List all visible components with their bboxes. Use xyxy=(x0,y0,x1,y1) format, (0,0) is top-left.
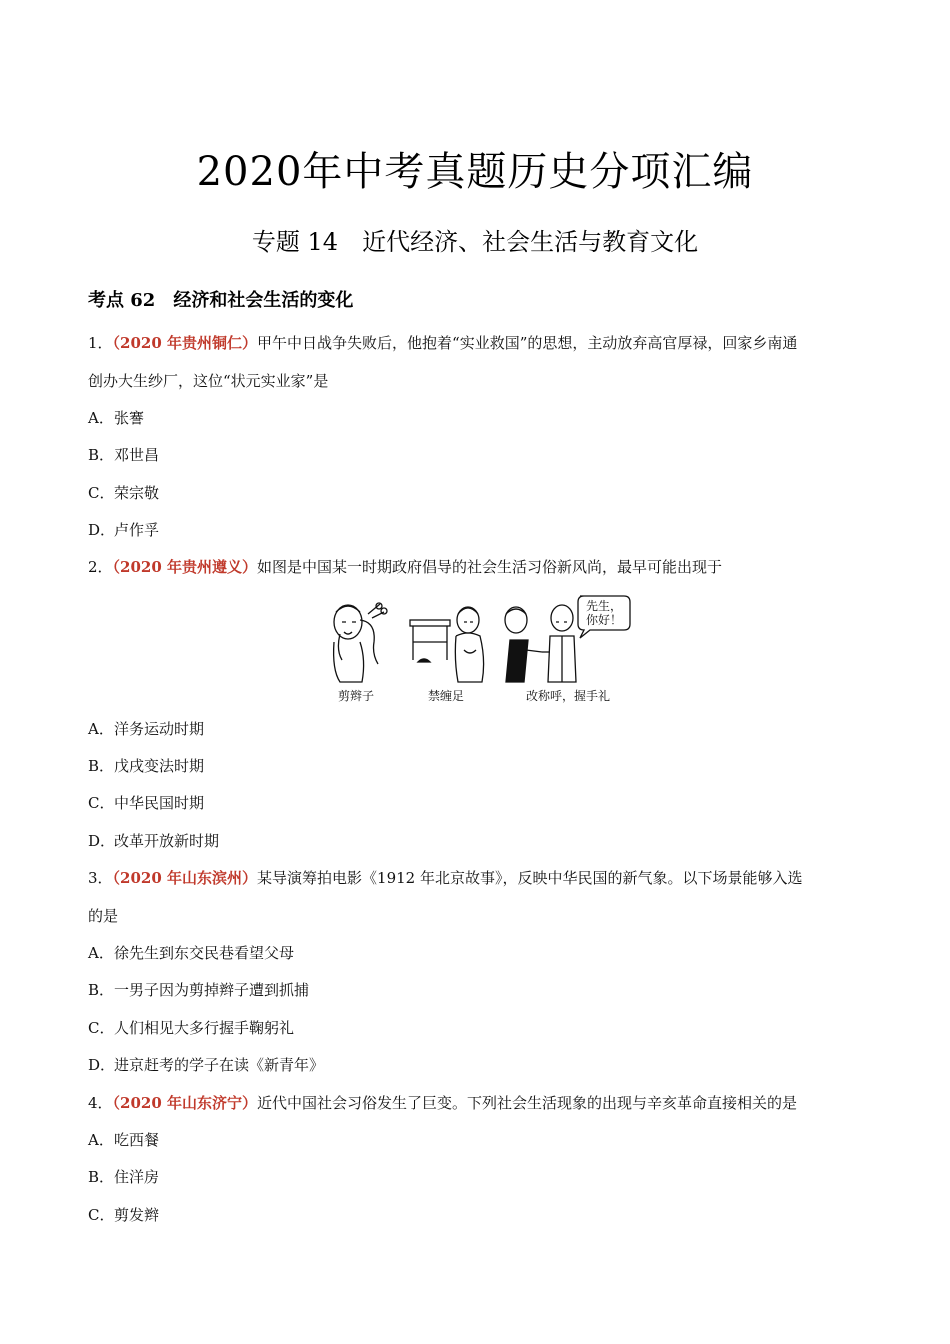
option-text: 邓世昌 xyxy=(114,446,160,464)
question-2-option-a xyxy=(88,718,204,740)
option-text: 戊戌变法时期 xyxy=(114,757,205,775)
question-2-stem-line-1 xyxy=(88,556,722,578)
option-letter: B． xyxy=(88,1168,115,1186)
question-4-option-a xyxy=(88,1129,159,1151)
question-3-option-c xyxy=(88,1017,294,1039)
question-1-stem-line-1 xyxy=(88,332,797,354)
social-customs-illustration xyxy=(318,590,638,708)
option-text: 中华民国时期 xyxy=(114,794,205,812)
question-3-option-a xyxy=(88,942,294,964)
question-1-stem-line-2: 创办大生纱厂，这位“状元实业家”是 xyxy=(88,372,329,390)
caption-ban-foot-binding: 禁缠足 xyxy=(427,689,465,703)
question-2-option-c xyxy=(88,792,204,814)
queue-cutting-figure xyxy=(334,603,387,682)
option-letter: B． xyxy=(88,446,115,464)
option-text: 荣宗敬 xyxy=(114,484,160,502)
option-letter: D． xyxy=(88,832,116,850)
question-4-option-b xyxy=(88,1166,159,1188)
question-1-option-c xyxy=(88,482,159,504)
foot-binding-ban-figure xyxy=(410,607,484,682)
question-source: （2020 年贵州遵义） xyxy=(112,558,258,576)
option-text: 人们相见大多行握手鞠躬礼 xyxy=(114,1019,295,1037)
question-text: 近代中国社会习俗发生了巨变。下列社会生活现象的出现与辛亥革命直接相关的是 xyxy=(257,1094,798,1112)
option-letter: C． xyxy=(88,484,115,502)
section-heading xyxy=(88,286,353,312)
question-2-option-d xyxy=(88,830,219,852)
question-3-stem-line-1 xyxy=(88,867,802,889)
question-4-stem-line-1 xyxy=(88,1092,797,1114)
option-letter: A． xyxy=(88,409,114,427)
question-text: 甲午中日战争失败后，他抱着“实业救国”的思想，主动放弃高官厚禄，回家乡南通 xyxy=(257,334,798,352)
option-letter: B． xyxy=(88,757,115,775)
option-text: 卢作孚 xyxy=(114,521,160,539)
caption-handshake: 改称呼，握手礼 xyxy=(525,689,611,703)
option-letter: B． xyxy=(88,981,115,999)
question-source: （2020 年贵州铜仁） xyxy=(112,334,258,352)
option-text: 进京赶考的学子在读《新青年》 xyxy=(114,1056,325,1074)
question-1-option-b xyxy=(88,444,159,466)
option-letter: C． xyxy=(88,794,115,812)
section-name: 经济和社会生活的变化 xyxy=(173,290,354,311)
option-letter: A． xyxy=(88,944,114,962)
illustration-svg xyxy=(318,590,638,708)
question-1-option-d xyxy=(88,519,159,541)
option-text: 住洋房 xyxy=(114,1168,160,1186)
option-text: 洋务运动时期 xyxy=(114,720,205,738)
option-letter: D． xyxy=(88,521,116,539)
question-source: （2020 年山东滨州） xyxy=(112,869,258,887)
question-3-stem-line-2: 的是 xyxy=(88,907,119,925)
page-subtitle: 专题 14 近代经济、社会生活与教育文化 xyxy=(251,228,699,256)
option-letter: A． xyxy=(88,1131,114,1149)
option-letter: C． xyxy=(88,1206,115,1224)
page-title: 2020年中考真题历史分项汇编 xyxy=(196,149,754,195)
question-number: 4． xyxy=(88,1094,113,1112)
option-text: 徐先生到东交民巷看望父母 xyxy=(114,944,295,962)
question-number: 2． xyxy=(88,558,113,576)
speech-bubble-line-2: 你好！ xyxy=(585,613,623,627)
option-text: 一男子因为剪掉辫子遭到抓捕 xyxy=(114,981,310,999)
question-number: 1． xyxy=(88,334,113,352)
question-number: 3． xyxy=(88,869,113,887)
option-letter: A． xyxy=(88,720,114,738)
option-letter: C． xyxy=(88,1019,115,1037)
question-3-option-d xyxy=(88,1054,324,1076)
question-source: （2020 年山东济宁） xyxy=(112,1094,258,1112)
section-label: 考点 62 xyxy=(88,290,156,311)
option-text: 张謇 xyxy=(114,409,145,427)
question-2-option-b xyxy=(88,755,204,777)
speech-bubble-line-1: 先生， xyxy=(585,599,623,613)
question-1-option-a xyxy=(88,407,144,429)
option-letter: D． xyxy=(88,1056,116,1074)
question-text: 如图是中国某一时期政府倡导的社会生活习俗新风尚，最早可能出现于 xyxy=(257,558,723,576)
caption-cut-queue: 剪辫子 xyxy=(337,689,375,703)
question-3-option-b xyxy=(88,979,309,1001)
question-4-option-c xyxy=(88,1204,159,1226)
option-text: 吃西餐 xyxy=(114,1131,160,1149)
question-text: 某导演筹拍电影《1912 年北京故事》，反映中华民国的新气象。以下场景能够入选 xyxy=(257,869,803,887)
option-text: 剪发辫 xyxy=(114,1206,160,1224)
option-text: 改革开放新时期 xyxy=(114,832,220,850)
